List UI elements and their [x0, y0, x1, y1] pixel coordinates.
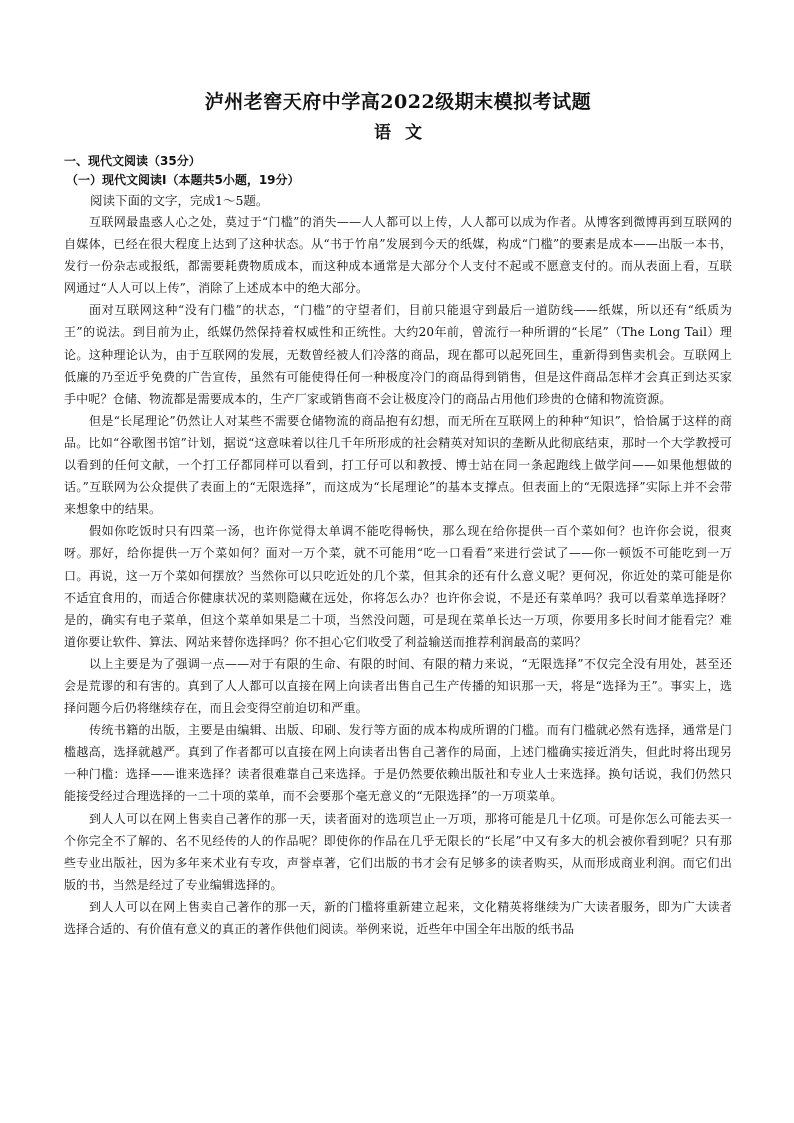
passage-paragraph: 传统书籍的出版，主要是由编辑、出版、印刷、发行等方面的成本构成所谓的门槛。而有门槛就必然有选择，通常是门槛越高，选择就越严。真到了作者都可以直接在网上向读者出售自己著作的局面，上述门槛确实接近消失，但此时将出现另一种门槛：选择——谁来选择？读者很难靠自己来选择。于是仍然要依赖出版社和专业人士来选择。换句话说，我们仍然只能接受经过合理选择的一二十项的菜单，而不会要那个毫无意义的“无限选择”的一万项菜单。 — [64, 723, 732, 804]
passage-paragraph: 到人人可以在网上售卖自己著作的那一天，新的门槛将重新建立起来，文化精英将继续为广大读者服务，即为广大读者选择合适的、有价值有意义的真正的著作供他们阅读。举例来说，近些年中国全年出版的纸书品 — [64, 899, 732, 936]
subject-title: 语文 — [374, 123, 436, 143]
passage-paragraph: 但是“长尾理论”仍然让人对某些不需要仓储物流的商品抱有幻想，而无所在互联网上的种种“知识”，恰恰属于这样的商品。比如“谷歌图书馆”计划，据说“这意味着以往几千年所形成的社会精英对知识的垄断从此彻底结束，那时一个大学教授可以看到的任何文献，一个打工仔都同样可以看到，打工仔可以和教授、博士站在同一条起跑线上做学问——如果他想做的话。”互联网为公众提供了表面上的“无限选择”，而这成为“长尾理论”的基本支撑点。但表面上的“无限选择”实际上并不会带来想象中的结果。 — [64, 413, 732, 517]
section-heading: 一、现代文阅读（35分） — [64, 154, 201, 168]
reading-passage — [64, 211, 732, 940]
reading-instruction: 阅读下面的文字，完成1～5题。 — [90, 193, 269, 208]
passage-paragraph: 互联网最蛊惑人心之处，莫过于“门槛”的消失——人人都可以上传，人人都可以成为作者。从博客到微博再到互联网的自媒体，已经在很大程度上达到了这种状态。从“书于竹帛”发展到今天的纸媒，构成“门槛”的要素是成本——出版一本书，发行一份杂志或报纸，都需要耗费物质成本，而这种成本通常是大部分个人支付不起或不愿意支付的。而从表面上看，互联网通过“人人可以上传”，消除了上述成本中的绝大部分。 — [64, 215, 732, 296]
passage-paragraph: 到人人可以在网上售卖自己著作的那一天，读者面对的选项岂止一万项，那将可能是几十亿项。可是你怎么可能去买一个你完全不了解的、名不见经传的人的作品呢？即使你的作品在几乎无限长的“长尾”中又有多大的机会被你看到呢？只有那些专业出版社，因为多年来术业有专攻，声誉卓著，它们出版的书才会有足够多的读者购买，从而形成商业利润。而它们出版的书，当然是经过了专业编辑选择的。 — [64, 811, 732, 892]
passage-paragraph: 以上主要是为了强调一点——对于有限的生命、有限的时间、有限的精力来说，“无限选择”不仅完全没有用处，甚至还会是荒谬的和有害的。真到了人人都可以直接在网上向读者出售自己生产传播的知识那一天，将是“选择为王”。事实上，选择问题今后仍将继续存在，而且会变得空前迫切和严重。 — [64, 656, 732, 716]
passage-paragraph: 面对互联网这种“没有门槛”的状态，“门槛”的守望者们，目前只能退守到最后一道防线——纸媒，所以还有“纸质为王”的说法。到目前为止，纸媒仍然保持着权威性和正统性。大约20年前，曾流行一种所谓的“长尾”（The Long Tail）理论。这种理论认为，由于互联网的发展，无数曾经被人们冷落的商品，现在都可以起死回生，重新得到售卖机会。互联网上低廉的乃至近乎免费的广告宣传，虽然有可能使得任何一种极度冷门的商品得到销售，但是这件商品怎样才会真正到达买家手中呢？仓储、物流都是需要成本的，生产厂家或销售商不会让极度冷门的商品占用他们珍贵的仓储和物流资源。 — [64, 303, 732, 406]
exam-title: 泸州老窖天府中学高2022级期末模拟考试题 — [204, 91, 592, 113]
subsection-heading: （一）现代文阅读Ⅰ（本题共5小题，19分） — [66, 173, 300, 187]
passage-paragraph: 假如你吃饭时只有四菜一汤，也许你觉得太单调不能吃得畅快，那么现在给你提供一百个菜如何？也许你会说，很爽呀。那好，给你提供一万个菜如何？面对一万个菜，就不可能用“吃一口看看”来进行尝试了——你一顿饭不可能吃到一万口。再说，这一万个菜如何摆放？当然你可以只吃近处的几个菜，但其余的还有什么意义呢？更何况，你近处的菜可能是你不适宜食用的，而适合你健康状况的菜则隐藏在远处，你将怎么办？也许你会说，不是还有菜单吗？我可以看菜单选择呀？是的，确实有电子菜单，但这个菜单如果是二十项，当然没问题，可是现在菜单长达一万项，你要用多长时间才能看完？难道你要让软件、算法、网站来替你选择吗？你不担心它们收受了利益输送而推荐利润最高的菜吗？ — [64, 524, 732, 649]
